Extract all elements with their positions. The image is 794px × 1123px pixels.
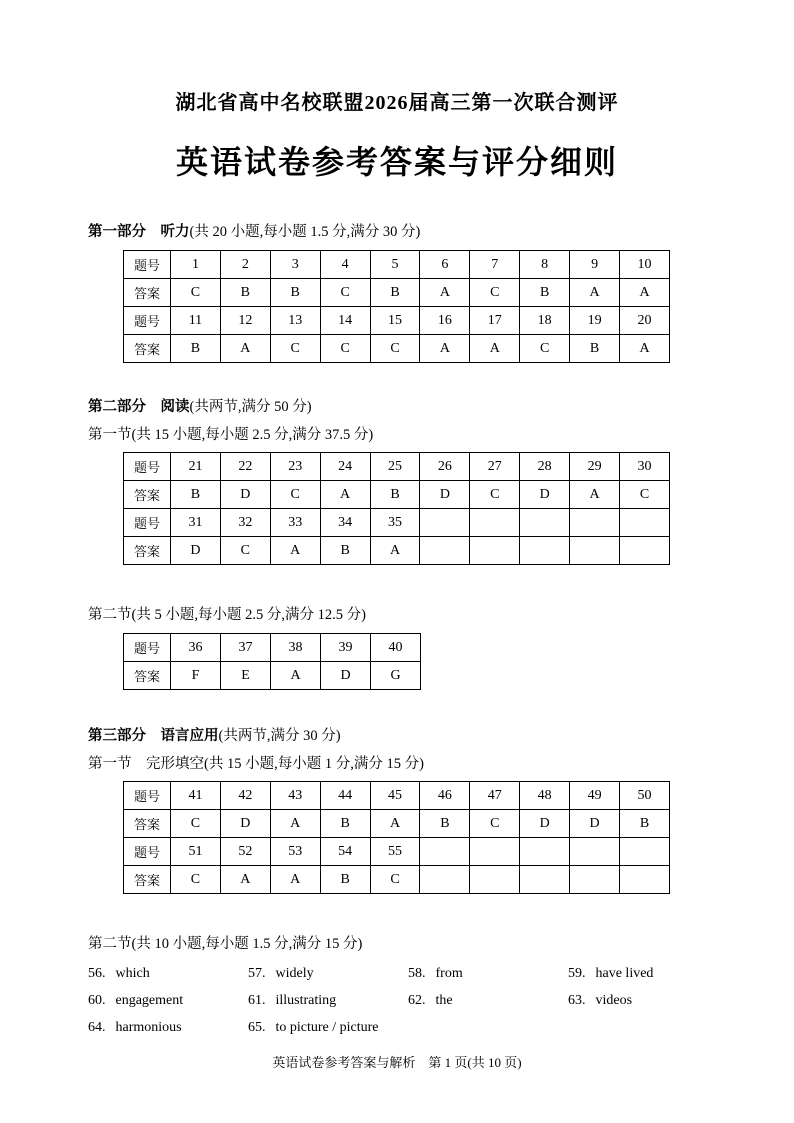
- answer-cell: B: [270, 279, 320, 307]
- table-row: [124, 509, 670, 537]
- answer-cell: C: [470, 279, 520, 307]
- answer-cell: C: [620, 481, 670, 509]
- answer-cell: 18: [520, 307, 570, 335]
- row-header-cell: 答案: [124, 662, 171, 690]
- row-header-cell: 题号: [124, 782, 171, 810]
- answer-cell: B: [520, 279, 570, 307]
- table-row: [124, 782, 670, 810]
- row-header-cell: 题号: [124, 838, 171, 866]
- answer-cell: 31: [171, 509, 221, 537]
- answer-cell: 21: [171, 453, 221, 481]
- page-footer: 英语试卷参考答案与解析 第 1 页(共 10 页): [272, 1055, 522, 1070]
- answer-cell: 16: [420, 307, 470, 335]
- exam-header-line: 湖北省高中名校联盟2026届高三第一次联合测评: [175, 92, 619, 114]
- section-part3-note: (共两节,满分 30 分): [218, 728, 341, 744]
- answer-item-56: [88, 960, 248, 987]
- answer-cell: F: [171, 662, 221, 690]
- table-row: [124, 279, 670, 307]
- table-row: [124, 838, 670, 866]
- answer-cell: A: [420, 279, 470, 307]
- subsection-heading-cloze: 第一节 完形填空(共 15 小题,每小题 1 分,满分 15 分): [88, 756, 424, 772]
- row-header-cell: 答案: [124, 866, 171, 894]
- row-header-cell: 题号: [124, 307, 171, 335]
- row-header-cell: 答案: [124, 335, 171, 363]
- listening-answer-table: [123, 250, 670, 363]
- answer-cell: 30: [620, 453, 670, 481]
- answer-text: illustrating: [275, 992, 337, 1008]
- row-header-cell: 题号: [124, 453, 171, 481]
- section-part1-note: (共 20 小题,每小题 1.5 分,满分 30 分): [189, 224, 421, 240]
- section-heading-part1: [88, 222, 706, 242]
- table-row: [124, 634, 421, 662]
- reading-section1-answer-table: [123, 452, 670, 565]
- section-part3-title: 第三部分 语言应用: [88, 728, 219, 744]
- table-row: [124, 453, 670, 481]
- answer-cell: B: [171, 335, 221, 363]
- answer-number: 62.: [408, 992, 426, 1008]
- answer-text: from: [435, 965, 463, 981]
- answer-cell: B: [570, 335, 620, 363]
- answer-cell: B: [620, 810, 670, 838]
- answer-cell: D: [220, 481, 270, 509]
- answer-item-60: [88, 987, 248, 1014]
- table-row: [124, 810, 670, 838]
- answer-cell: 2: [220, 251, 270, 279]
- answer-number: 57.: [248, 965, 266, 981]
- answer-cell: 27: [470, 453, 520, 481]
- answer-cell: B: [420, 810, 470, 838]
- answer-cell: A: [220, 335, 270, 363]
- answer-cell: A: [370, 537, 420, 565]
- answer-cell: 47: [470, 782, 520, 810]
- answer-text: widely: [275, 965, 314, 981]
- subsection-heading-reading2: 第二节(共 5 小题,每小题 2.5 分,满分 12.5 分): [88, 607, 366, 623]
- answer-cell: [420, 838, 470, 866]
- answer-cell: 12: [220, 307, 270, 335]
- answer-item-58: [408, 960, 568, 987]
- answer-cell: 52: [220, 838, 270, 866]
- answer-cell: A: [470, 335, 520, 363]
- answer-cell: [520, 866, 570, 894]
- table-row: [124, 251, 670, 279]
- answer-cell: 46: [420, 782, 470, 810]
- answer-cell: C: [270, 335, 320, 363]
- answer-cell: [570, 866, 620, 894]
- answer-cell: 36: [171, 634, 221, 662]
- row-header-cell: 题号: [124, 634, 171, 662]
- answer-cell: 44: [320, 782, 370, 810]
- answer-cell: A: [271, 662, 321, 690]
- answer-cell: 28: [520, 453, 570, 481]
- answer-cell: [520, 838, 570, 866]
- answer-cell: 53: [270, 838, 320, 866]
- answer-number: 63.: [568, 992, 586, 1008]
- answer-cell: 51: [171, 838, 221, 866]
- answer-number: 59.: [568, 965, 586, 981]
- answer-cell: 55: [370, 838, 420, 866]
- answer-cell: [620, 838, 670, 866]
- answer-cell: 40: [371, 634, 421, 662]
- answer-cell: D: [570, 810, 620, 838]
- row-header-cell: 答案: [124, 279, 171, 307]
- answer-cell: 34: [320, 509, 370, 537]
- answer-cell: B: [320, 537, 370, 565]
- answer-cell: 41: [171, 782, 221, 810]
- answer-cell: B: [370, 481, 420, 509]
- answer-cell: B: [220, 279, 270, 307]
- answer-cell: 35: [370, 509, 420, 537]
- table-row: [124, 537, 670, 565]
- table-row: [124, 307, 670, 335]
- section-part2-title: 第二部分 阅读: [88, 399, 190, 415]
- answer-cell: 33: [270, 509, 320, 537]
- page-title: 英语试卷参考答案与评分细则: [175, 144, 618, 180]
- answer-cell: 9: [570, 251, 620, 279]
- subsection-heading-grammar: 第二节(共 10 小题,每小题 1.5 分,满分 15 分): [88, 936, 363, 952]
- answer-cell: C: [320, 335, 370, 363]
- answer-cell: D: [520, 481, 570, 509]
- answer-item-64: [88, 1014, 248, 1041]
- answer-cell: 13: [270, 307, 320, 335]
- answer-cell: [470, 537, 520, 565]
- answer-cell: A: [570, 279, 620, 307]
- answer-cell: 50: [620, 782, 670, 810]
- answer-cell: C: [370, 866, 420, 894]
- answer-item-59: [568, 960, 706, 987]
- answer-cell: 14: [320, 307, 370, 335]
- section-part2-note: (共两节,满分 50 分): [189, 399, 312, 415]
- answer-item-65: [248, 1014, 408, 1041]
- answer-text: engagement: [115, 992, 184, 1008]
- answer-cell: B: [320, 810, 370, 838]
- answer-cell: [620, 537, 670, 565]
- answer-cell: [420, 509, 470, 537]
- answer-cell: A: [620, 335, 670, 363]
- section-heading-part2: [88, 397, 706, 417]
- answer-number: 58.: [408, 965, 426, 981]
- answer-text: the: [435, 992, 453, 1008]
- answer-cell: [620, 509, 670, 537]
- answer-cell: C: [171, 279, 221, 307]
- answer-cell: C: [470, 481, 520, 509]
- answer-cell: 48: [520, 782, 570, 810]
- answer-cell: B: [370, 279, 420, 307]
- answer-cell: A: [620, 279, 670, 307]
- reading-section2-answer-table: [123, 633, 421, 690]
- table-row: [124, 481, 670, 509]
- answer-cell: [420, 866, 470, 894]
- answer-cell: 29: [570, 453, 620, 481]
- answer-cell: A: [220, 866, 270, 894]
- answer-text: videos: [595, 992, 633, 1008]
- answer-text: harmonious: [115, 1019, 182, 1035]
- answer-number: 65.: [248, 1019, 266, 1035]
- answer-cell: 17: [470, 307, 520, 335]
- answer-cell: 54: [320, 838, 370, 866]
- answer-cell: 39: [321, 634, 371, 662]
- answer-cell: [620, 866, 670, 894]
- answer-cell: 32: [220, 509, 270, 537]
- answer-cell: A: [570, 481, 620, 509]
- answer-cell: C: [520, 335, 570, 363]
- answer-cell: 22: [220, 453, 270, 481]
- row-header-cell: 题号: [124, 251, 171, 279]
- answer-cell: 5: [370, 251, 420, 279]
- answer-cell: 23: [270, 453, 320, 481]
- answer-cell: 1: [171, 251, 221, 279]
- answer-cell: A: [270, 866, 320, 894]
- answer-cell: 6: [420, 251, 470, 279]
- answer-cell: 3: [270, 251, 320, 279]
- answer-cell: [470, 838, 520, 866]
- answer-cell: 15: [370, 307, 420, 335]
- answer-cell: 37: [221, 634, 271, 662]
- answer-cell: 8: [520, 251, 570, 279]
- answer-cell: [570, 509, 620, 537]
- answer-cell: [520, 509, 570, 537]
- row-header-cell: 题号: [124, 509, 171, 537]
- section-heading-part3: [88, 726, 706, 746]
- answer-cell: A: [370, 810, 420, 838]
- table-row: [124, 335, 670, 363]
- answer-cell: 45: [370, 782, 420, 810]
- answer-cell: D: [520, 810, 570, 838]
- answer-cell: A: [420, 335, 470, 363]
- answer-cell: C: [470, 810, 520, 838]
- row-header-cell: 答案: [124, 481, 171, 509]
- answer-cell: G: [371, 662, 421, 690]
- answer-cell: C: [171, 810, 221, 838]
- answer-cell: B: [171, 481, 221, 509]
- answer-text: have lived: [595, 965, 654, 981]
- answer-cell: [420, 537, 470, 565]
- table-row: [124, 866, 670, 894]
- answer-cell: 24: [320, 453, 370, 481]
- answer-cell: 26: [420, 453, 470, 481]
- answer-number: 64.: [88, 1019, 106, 1035]
- answer-cell: 42: [220, 782, 270, 810]
- answer-cell: 7: [470, 251, 520, 279]
- answer-cell: C: [220, 537, 270, 565]
- section-part1-title: 第一部分 听力: [88, 224, 190, 240]
- answer-cell: [470, 509, 520, 537]
- answer-cell: 11: [171, 307, 221, 335]
- answer-number: 61.: [248, 992, 266, 1008]
- answer-cell: 20: [620, 307, 670, 335]
- answer-item-63: [568, 987, 706, 1014]
- answer-number: 60.: [88, 992, 106, 1008]
- answer-cell: [470, 866, 520, 894]
- answer-cell: D: [420, 481, 470, 509]
- answer-cell: [520, 537, 570, 565]
- answer-cell: 10: [620, 251, 670, 279]
- answer-cell: A: [270, 537, 320, 565]
- answer-item-62: [408, 987, 568, 1014]
- answer-cell: 43: [270, 782, 320, 810]
- answer-cell: 4: [320, 251, 370, 279]
- grammar-answers-list: [88, 960, 706, 1041]
- answer-cell: [570, 537, 620, 565]
- answer-cell: A: [320, 481, 370, 509]
- answer-cell: D: [220, 810, 270, 838]
- row-header-cell: 答案: [124, 810, 171, 838]
- answer-item-61: [248, 987, 408, 1014]
- answer-cell: D: [171, 537, 221, 565]
- answer-text: which: [115, 965, 150, 981]
- answer-cell: 38: [271, 634, 321, 662]
- answer-cell: C: [270, 481, 320, 509]
- answer-cell: 49: [570, 782, 620, 810]
- answer-cell: 25: [370, 453, 420, 481]
- answer-cell: A: [270, 810, 320, 838]
- answer-item-57: [248, 960, 408, 987]
- answer-cell: B: [320, 866, 370, 894]
- answer-cell: C: [171, 866, 221, 894]
- cloze-answer-table: [123, 781, 670, 894]
- answer-number: 56.: [88, 965, 106, 981]
- answer-text: to picture / picture: [275, 1019, 379, 1035]
- answer-cell: C: [370, 335, 420, 363]
- subsection-heading-reading1: 第一节(共 15 小题,每小题 2.5 分,满分 37.5 分): [88, 427, 374, 443]
- answer-cell: E: [221, 662, 271, 690]
- answer-cell: D: [321, 662, 371, 690]
- answer-cell: C: [320, 279, 370, 307]
- answer-cell: [570, 838, 620, 866]
- table-row: [124, 662, 421, 690]
- answer-cell: 19: [570, 307, 620, 335]
- row-header-cell: 答案: [124, 537, 171, 565]
